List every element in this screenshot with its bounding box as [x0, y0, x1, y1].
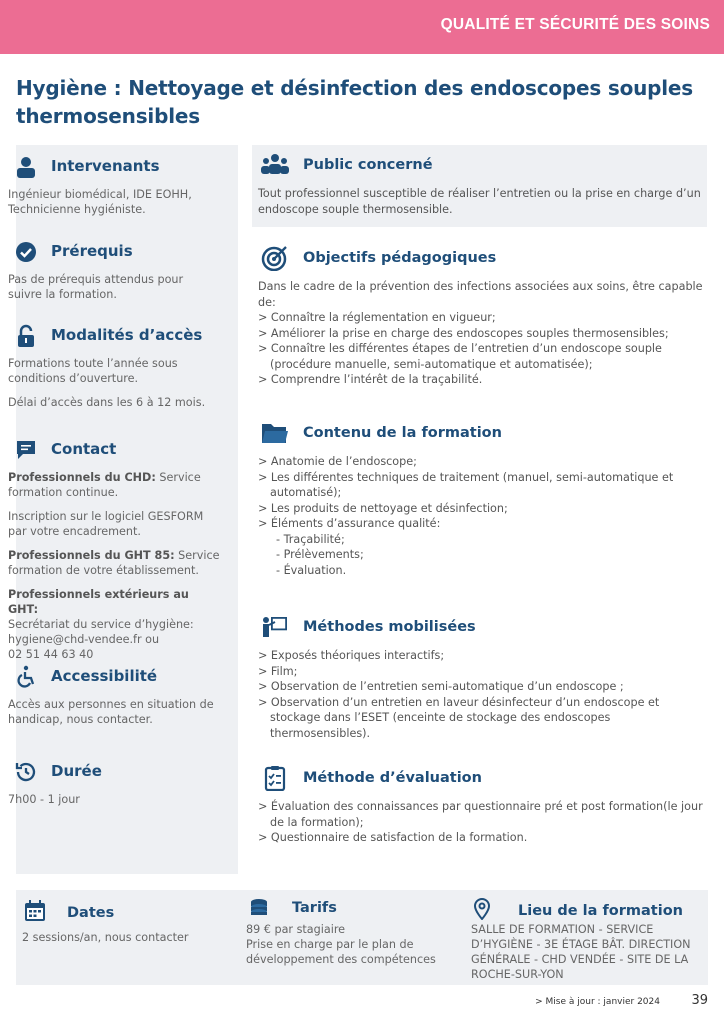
evaluation-section	[258, 765, 708, 846]
clock-history-icon	[14, 760, 38, 784]
coins-icon	[248, 898, 270, 918]
contact-chd-label: Professionnels du CHD:	[8, 471, 156, 484]
dates-block	[22, 900, 242, 945]
methodes-section	[258, 614, 708, 741]
contenu-item: > Éléments d’assurance qualité:	[258, 517, 441, 530]
tarifs-funding: Prise en charge par le plan de développement des compétences	[246, 938, 436, 966]
contact-ght-text: Service formation de votre établissement.	[8, 549, 220, 577]
group-icon	[261, 152, 289, 178]
accessibilite-section	[8, 665, 220, 736]
contact-external	[8, 587, 220, 662]
modalites-text-2: Délai d’accès dans les 6 à 12 mois.	[8, 396, 206, 409]
objectifs-section	[258, 245, 708, 388]
contact-ght-label: Professionnels du GHT 85:	[8, 549, 175, 562]
contenu-item: > Les produits de nettoyage et désinfection;	[258, 501, 508, 515]
methode-item: > Observation de l’entretien semi-automatique d’un endoscope ;	[258, 680, 624, 693]
calendar-icon	[24, 900, 46, 922]
public-text: Tout professionnel susceptible de réaliser l’entretien ou la prise en charge d’un endoscope souple thermosensible.	[258, 187, 701, 216]
page-number: 39	[691, 993, 708, 1008]
duree-title: Durée	[51, 762, 102, 780]
contact-external-text: Secrétariat du service d’hygiène: hygiene@chd-vendee.fr ou	[8, 618, 194, 646]
duree-text: 7h00 - 1 jour	[8, 793, 80, 806]
tarifs-title: Tarifs	[292, 900, 337, 916]
duree-section	[8, 760, 220, 816]
bottom-info-panel	[16, 890, 708, 985]
person-icon	[14, 155, 38, 179]
lieu-block	[471, 900, 703, 982]
objectifs-intro: Dans le cadre de la prévention des infections associées aux soins, être capable de:	[258, 280, 703, 309]
prerequis-text: Pas de prérequis attendus pour suivre la formation.	[8, 273, 184, 301]
contenu-subitem: - Prélèvements;	[276, 548, 364, 561]
check-circle-icon	[14, 240, 38, 264]
wheelchair-icon	[14, 665, 38, 689]
dates-title: Dates	[67, 905, 115, 921]
methode-item: > Exposés théoriques interactifs;	[258, 649, 445, 662]
modalites-text-1: Formations toute l’année sous conditions d’ouverture.	[8, 357, 178, 385]
contenu-title: Contenu de la formation	[303, 425, 502, 441]
header-banner	[0, 0, 724, 54]
prerequis-section	[8, 240, 220, 311]
methode-item: > Observation d’un entretien en laveur désinfecteur d’un endoscope et stockage dans l’ESET (enceinte de stockage des endoscopes thermosensibles).	[258, 695, 660, 740]
accessibilite-text: Accès aux personnes en situation de handicap, nous contacter.	[8, 698, 214, 726]
contenu-subitem: - Traçabilité;	[276, 532, 345, 546]
prerequis-title: Prérequis	[51, 242, 133, 260]
objectif-item: > Connaître les différentes étapes de l’entretien d’un endoscope souple (procédure manuelle, semi-automatique et automatisée);	[258, 342, 662, 371]
clipboard-checklist-icon	[261, 765, 289, 791]
folder-icon	[261, 420, 289, 446]
dates-text: 2 sessions/an, nous contacter	[22, 931, 189, 944]
public-title: Public concerné	[303, 157, 433, 173]
contenu-subitem: - Évaluation.	[276, 563, 347, 577]
teacher-board-icon	[261, 614, 289, 640]
modalites-section	[8, 324, 220, 419]
contenu-item: > Anatomie de l’endoscope;	[258, 455, 417, 468]
objectif-item: > Connaître la réglementation en vigueur;	[258, 311, 496, 324]
objectif-item: > Améliorer la prise en charge des endoscopes souples thermosensibles;	[258, 326, 669, 340]
intervenants-text: Ingénieur biomédical, IDE EOHH, Technicienne hygiéniste.	[8, 188, 192, 216]
page-title-line1: Hygiène : Nettoyage et désinfection des endoscopes souples	[16, 76, 694, 100]
page-title	[16, 74, 716, 130]
chat-bubble-icon	[14, 438, 38, 462]
modalites-title: Modalités d’accès	[51, 326, 203, 344]
target-icon	[261, 245, 289, 271]
public-section	[258, 152, 708, 217]
contact-phone: 02 51 44 63 40	[8, 648, 94, 661]
page-title-line2: thermosensibles	[16, 104, 200, 128]
evaluation-item: > Questionnaire de satisfaction de la formation.	[258, 831, 528, 844]
lock-icon	[14, 324, 38, 348]
accessibilite-title: Accessibilité	[51, 667, 158, 685]
location-pin-icon	[473, 898, 491, 920]
contact-gesform: Inscription sur le logiciel GESFORM par votre encadrement.	[8, 510, 204, 538]
evaluation-title: Méthode d’évaluation	[303, 770, 482, 786]
intervenants-section	[8, 155, 220, 226]
evaluation-item: > Évaluation des connaissances par questionnaire pré et post formation(le jour de la formation);	[258, 800, 703, 829]
tarifs-price: 89 € par stagiaire	[246, 923, 346, 936]
contact-external-label: Professionnels extérieurs au GHT:	[8, 588, 189, 616]
objectif-item: > Comprendre l’intérêt de la traçabilité.	[258, 373, 483, 386]
contenu-item: > Les différentes techniques de traitement (manuel, semi-automatique et automatisé);	[258, 470, 674, 499]
lieu-title: Lieu de la formation	[518, 903, 683, 919]
contact-section	[8, 438, 220, 671]
objectifs-title: Objectifs pédagogiques	[303, 250, 497, 266]
contenu-section	[258, 420, 708, 578]
methode-item: > Film;	[258, 664, 298, 678]
tarifs-block	[246, 900, 466, 967]
update-date: > Mise à jour : janvier 2024	[535, 997, 660, 1007]
intervenants-title: Intervenants	[51, 157, 160, 175]
contact-chd-text: Service formation continue.	[8, 471, 201, 499]
banner-title: QUALITÉ ET SÉCURITÉ DES SOINS	[440, 16, 710, 33]
contact-title: Contact	[51, 440, 117, 458]
contact-ght	[8, 548, 220, 578]
methodes-title: Méthodes mobilisées	[303, 619, 476, 635]
lieu-text: SALLE DE FORMATION - SERVICE D’HYGIÈNE - 3E ÉTAGE BÂT. DIRECTION GÉNÉRALE - CHD VENDÉE - SITE DE LA ROCHE-SUR-YON	[471, 923, 691, 981]
contact-chd	[8, 470, 220, 500]
